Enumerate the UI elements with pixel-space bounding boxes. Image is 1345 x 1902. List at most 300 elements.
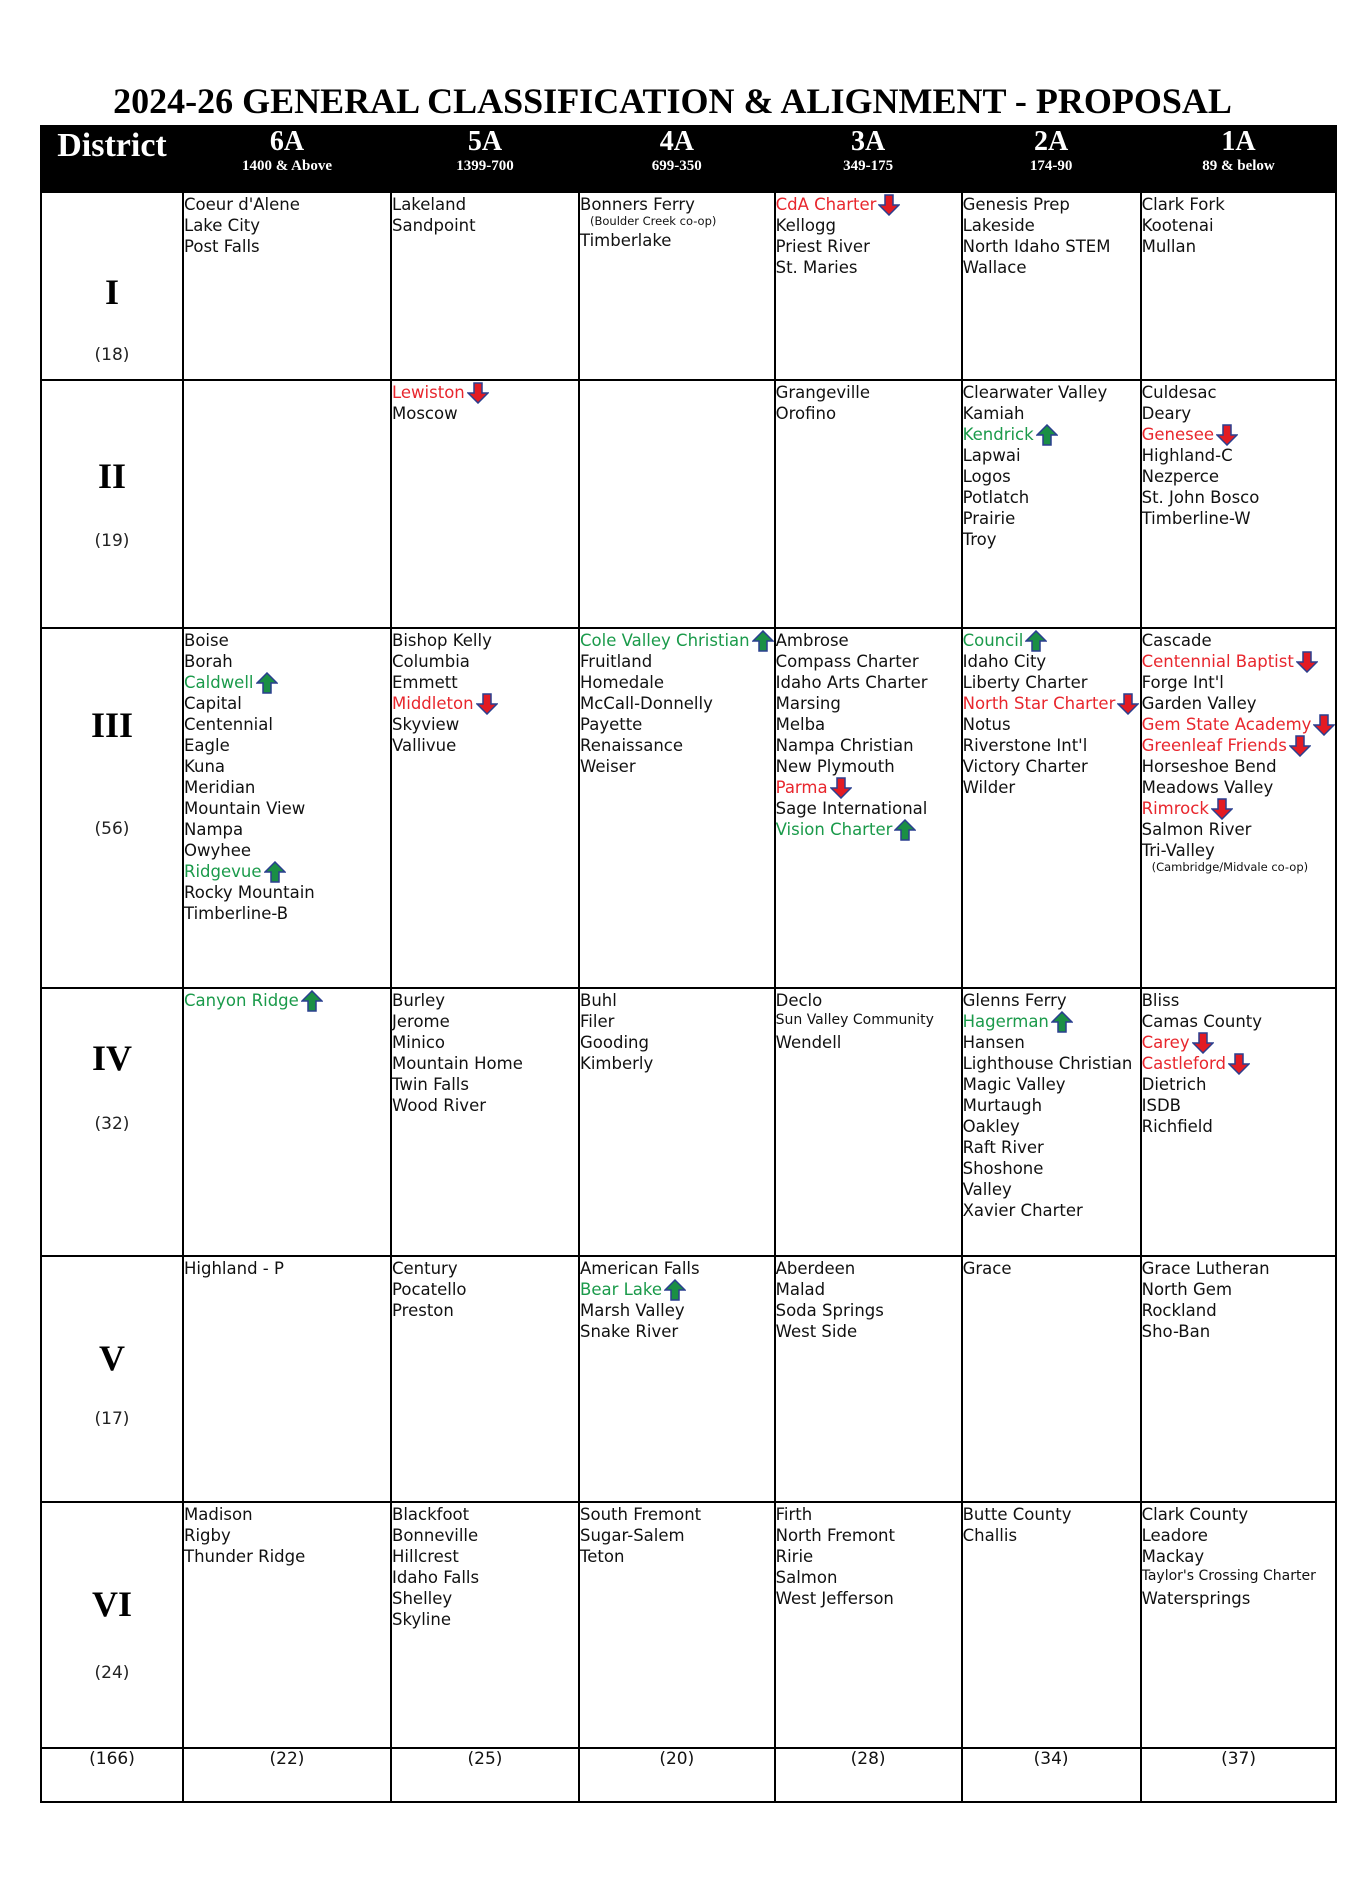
district-numeral: I: [104, 272, 119, 312]
district-numeral: III: [90, 705, 134, 745]
district-cell: [41, 1502, 183, 1748]
school-item: [1142, 235, 1336, 256]
class-cell-6a: [183, 1256, 391, 1502]
school-item: [184, 776, 390, 797]
school-item: [963, 1094, 1140, 1115]
class-name: 6A: [269, 126, 305, 157]
school-name: Borah: [184, 652, 233, 671]
district-numeral: II: [97, 456, 127, 496]
arrow-down-icon: [1211, 798, 1233, 820]
school-item: [392, 1031, 578, 1052]
school-name: Caldwell: [184, 673, 254, 692]
school-name: Sandpoint: [392, 216, 476, 235]
school-item: [580, 1299, 774, 1320]
school-name: Riverstone Int'l: [962, 736, 1088, 755]
school-item: [963, 465, 1140, 486]
school-item: [776, 402, 961, 423]
school-item: [776, 1257, 961, 1278]
class-cell-4a: [579, 628, 775, 988]
total-5a: (25): [391, 1748, 579, 1802]
school-name: Blackfoot: [392, 1505, 470, 1524]
school-item: [392, 381, 578, 402]
school-item: [776, 734, 961, 755]
arrow-down-icon: [1296, 651, 1318, 673]
school-name: Cascade: [1141, 631, 1212, 650]
class-cell-2a: [962, 1256, 1141, 1502]
district-cell: [41, 1256, 183, 1502]
class-header-1a: [1141, 126, 1337, 192]
school-item: [392, 713, 578, 734]
school-item: [1142, 713, 1336, 734]
district-count: (32): [94, 1114, 130, 1134]
school-item: [776, 1320, 961, 1341]
school-name: Potlatch: [962, 488, 1030, 507]
school-item: [776, 214, 961, 235]
class-cell-6a: [183, 988, 391, 1256]
school-item: [580, 1052, 774, 1073]
arrow-down-icon: [1192, 1032, 1214, 1054]
school-item: [392, 1503, 578, 1524]
school-name: Wendell: [775, 1033, 842, 1052]
class-cell-4a: [579, 192, 775, 380]
school-item: [1142, 381, 1336, 402]
school-name: Ririe: [775, 1547, 814, 1566]
school-item: [1142, 692, 1336, 713]
district-cell: [41, 628, 183, 988]
class-range: 699-350: [651, 158, 702, 174]
school-item: [392, 671, 578, 692]
school-name: West Side: [775, 1322, 858, 1341]
school-item: [580, 989, 774, 1010]
class-cell-1a: [1141, 988, 1337, 1256]
district-numeral: V: [99, 1338, 125, 1378]
class-header-3a: [775, 126, 962, 192]
school-item: [1142, 734, 1336, 755]
school-item: [963, 423, 1140, 444]
table-body: [41, 192, 1336, 1748]
school-item: [184, 839, 390, 860]
school-name: Council: [962, 631, 1024, 650]
class-cell-5a: [391, 1502, 579, 1748]
school-item: [392, 214, 578, 235]
school-name: Bear Lake: [580, 1280, 663, 1299]
school-name: Sun Valley Community: [775, 1012, 934, 1028]
school-item: [184, 692, 390, 713]
school-item: [963, 235, 1140, 256]
school-name: Taylor's Crossing Charter: [1141, 1568, 1316, 1584]
arrow-up-icon: [1036, 424, 1058, 446]
school-item: [963, 1503, 1140, 1524]
school-item: [1142, 1094, 1336, 1115]
school-item: [1142, 1566, 1336, 1587]
school-name: Logos: [962, 467, 1011, 486]
school-name: South Fremont: [580, 1505, 702, 1524]
school-name: Shelley: [392, 1589, 453, 1608]
school-item: [392, 1094, 578, 1115]
school-item: [184, 755, 390, 776]
school-name: Melba: [775, 715, 826, 734]
school-name: Orofino: [775, 404, 837, 423]
class-cell-1a: [1141, 192, 1337, 380]
school-name: McCall-Donnelly: [580, 694, 713, 713]
school-item: [776, 713, 961, 734]
class-cell-4a: [579, 380, 775, 628]
school-name: Thunder Ridge: [184, 1547, 306, 1566]
school-name: Troy: [962, 530, 997, 549]
school-item: [776, 755, 961, 776]
class-cell-6a: [183, 628, 391, 988]
district-row: [41, 628, 1336, 988]
school-item: [963, 629, 1140, 650]
school-item: [963, 1031, 1140, 1052]
class-cell-3a: [775, 1502, 962, 1748]
school-item: [963, 650, 1140, 671]
school-item: [1142, 214, 1336, 235]
school-name: Hagerman: [962, 1012, 1049, 1031]
school-item: [580, 1503, 774, 1524]
class-cell-4a: [579, 1502, 775, 1748]
school-name: Challis: [962, 1526, 1018, 1545]
school-name: Soda Springs: [775, 1301, 884, 1320]
school-name: Greenleaf Friends: [1141, 736, 1287, 755]
total-2a: (34): [962, 1748, 1141, 1802]
school-name: Nampa: [184, 820, 244, 839]
class-cell-4a: [579, 1256, 775, 1502]
school-item: [392, 1073, 578, 1094]
school-name: Mountain Home: [392, 1054, 523, 1073]
school-item: [392, 650, 578, 671]
school-item: [963, 444, 1140, 465]
district-count: (24): [94, 1663, 130, 1683]
school-name: Rigby: [184, 1526, 231, 1545]
school-item: [184, 1545, 390, 1566]
school-name: Fruitland: [580, 652, 653, 671]
school-item: [1142, 465, 1336, 486]
school-name: Salmon River: [1141, 820, 1252, 839]
classification-table: [40, 125, 1337, 1803]
school-item: [776, 235, 961, 256]
school-name: Burley: [392, 991, 446, 1010]
school-item: [1142, 629, 1336, 650]
school-item: [1142, 1320, 1336, 1341]
school-name: Kendrick: [962, 425, 1034, 444]
page-title: 2024-26 GENERAL CLASSIFICATION & ALIGNMENT - PROPOSAL: [113, 81, 1232, 121]
school-item: [580, 755, 774, 776]
arrow-up-icon: [256, 672, 278, 694]
class-cell-3a: [775, 380, 962, 628]
school-item: [963, 692, 1140, 713]
class-cell-1a: [1141, 628, 1337, 988]
school-name: North Fremont: [775, 1526, 895, 1545]
school-item: [184, 650, 390, 671]
class-range: 1400 & Above: [242, 158, 332, 174]
total-3a: (28): [775, 1748, 962, 1802]
school-item: [1142, 1115, 1336, 1136]
totals-row: [41, 1748, 1336, 1802]
school-item: [1142, 1010, 1336, 1031]
school-item: [776, 989, 961, 1010]
district-row: [41, 192, 1336, 380]
school-name: Shoshone: [962, 1159, 1044, 1178]
school-name: Rimrock: [1141, 799, 1209, 818]
school-name: Bishop Kelly: [392, 631, 492, 650]
school-name: Hillcrest: [392, 1547, 459, 1566]
school-name: Twin Falls: [392, 1075, 469, 1094]
school-item: [776, 381, 961, 402]
school-name: Lapwai: [962, 446, 1021, 465]
school-item: [392, 1587, 578, 1608]
school-item: [963, 1524, 1140, 1545]
school-item: [580, 1320, 774, 1341]
school-name: Leadore: [1141, 1526, 1208, 1545]
school-name: Centennial Baptist: [1141, 652, 1294, 671]
class-cell-2a: [962, 192, 1141, 380]
class-cell-3a: [775, 628, 962, 988]
school-item: [776, 1587, 961, 1608]
school-name: Idaho Falls: [392, 1568, 480, 1587]
school-name: Ridgevue: [184, 862, 262, 881]
school-item: [963, 528, 1140, 549]
school-name: Lake City: [184, 216, 261, 235]
school-name: Clark Fork: [1141, 195, 1225, 214]
school-name: Richfield: [1141, 1117, 1213, 1136]
total-all: (166): [41, 1748, 183, 1802]
school-name: Idaho City: [962, 652, 1047, 671]
school-name: Carey: [1141, 1033, 1190, 1052]
school-item: [580, 650, 774, 671]
school-item: [392, 692, 578, 713]
district-count: (18): [94, 345, 130, 365]
school-name: Dietrich: [1141, 1075, 1207, 1094]
school-name: Capital: [184, 694, 242, 713]
school-name: Owyhee: [184, 841, 252, 860]
class-cell-2a: [962, 380, 1141, 628]
school-item: [1142, 1503, 1336, 1524]
school-name: Sugar-Salem: [580, 1526, 685, 1545]
school-item: [776, 629, 961, 650]
school-name: Homedale: [580, 673, 665, 692]
total-4a: (20): [579, 1748, 775, 1802]
header-row: [41, 126, 1336, 192]
arrow-up-icon: [1025, 630, 1047, 652]
school-item: [184, 989, 390, 1010]
class-name: 1A: [1221, 126, 1256, 157]
school-name: Timberline-W: [1141, 509, 1251, 528]
school-name: Hansen: [962, 1033, 1025, 1052]
school-item: [184, 860, 390, 881]
school-item: [184, 671, 390, 692]
coop-note: [580, 214, 774, 229]
class-cell-3a: [775, 1256, 962, 1502]
school-name: Vision Charter: [775, 820, 893, 839]
school-item: [184, 1524, 390, 1545]
class-cell-5a: [391, 628, 579, 988]
school-item: [580, 1545, 774, 1566]
school-name: Cole Valley Christian: [580, 631, 750, 650]
school-name: Bonners Ferry: [580, 195, 695, 214]
school-item: [1142, 423, 1336, 444]
school-item: [776, 818, 961, 839]
school-item: [392, 193, 578, 214]
school-item: [776, 671, 961, 692]
school-name: Bliss: [1141, 991, 1180, 1010]
school-item: [963, 507, 1140, 528]
school-name: North Gem: [1141, 1280, 1233, 1299]
school-name: Magic Valley: [962, 1075, 1066, 1094]
school-name: Pocatello: [392, 1280, 467, 1299]
school-item: [1142, 1052, 1336, 1073]
school-name: Compass Charter: [775, 652, 919, 671]
school-name: St. John Bosco: [1141, 488, 1260, 507]
school-name: Priest River: [775, 237, 870, 256]
district-row: [41, 380, 1336, 628]
school-name: Raft River: [962, 1138, 1044, 1157]
class-cell-2a: [962, 628, 1141, 988]
school-name: Sho-Ban: [1141, 1322, 1211, 1341]
school-name: American Falls: [580, 1259, 700, 1278]
school-item: [776, 1031, 961, 1052]
school-name: Wallace: [962, 258, 1027, 277]
school-item: [1142, 193, 1336, 214]
school-name: Kellogg: [775, 216, 836, 235]
school-item: [580, 629, 774, 650]
class-name: 4A: [659, 126, 694, 157]
school-name: North Star Charter: [962, 694, 1116, 713]
school-item: [1142, 1031, 1336, 1052]
school-name: Preston: [392, 1301, 454, 1320]
school-item: [392, 1257, 578, 1278]
school-item: [392, 989, 578, 1010]
arrow-down-icon: [1289, 735, 1311, 757]
district-header: [41, 126, 183, 192]
school-name: Gooding: [580, 1033, 649, 1052]
school-item: [1142, 1524, 1336, 1545]
school-name: Payette: [580, 715, 643, 734]
school-item: [184, 734, 390, 755]
school-name: Glenns Ferry: [962, 991, 1067, 1010]
school-name: Buhl: [580, 991, 617, 1010]
school-item: [580, 193, 774, 214]
school-name: St. Maries: [775, 258, 858, 277]
school-name: Salmon: [775, 1568, 838, 1587]
district-header-label: District: [57, 127, 167, 164]
school-item: [392, 1608, 578, 1629]
school-item: [776, 650, 961, 671]
district-count: (17): [94, 1409, 130, 1429]
school-name: Xavier Charter: [962, 1201, 1083, 1220]
school-name: Nezperce: [1141, 467, 1220, 486]
school-item: [184, 902, 390, 923]
school-name: Lakeside: [962, 216, 1035, 235]
school-item: [963, 1010, 1140, 1031]
school-item: [963, 734, 1140, 755]
school-item: [184, 713, 390, 734]
school-name: Mullan: [1141, 237, 1197, 256]
school-item: [580, 229, 774, 250]
arrow-down-icon: [476, 693, 498, 715]
school-item: [1142, 989, 1336, 1010]
class-cell-3a: [775, 988, 962, 1256]
arrow-up-icon: [894, 819, 916, 841]
school-item: [184, 818, 390, 839]
school-name: (Cambridge/Midvale co-op): [1151, 860, 1309, 874]
school-item: [580, 734, 774, 755]
school-name: Culdesac: [1141, 383, 1217, 402]
school-name: Garden Valley: [1141, 694, 1257, 713]
school-item: [580, 1524, 774, 1545]
class-name: 5A: [467, 126, 503, 157]
district-row: [41, 1256, 1336, 1502]
school-name: Firth: [775, 1505, 813, 1524]
school-item: [184, 235, 390, 256]
school-item: [580, 1257, 774, 1278]
school-name: New Plymouth: [775, 757, 895, 776]
school-item: [392, 1566, 578, 1587]
school-name: Skyline: [392, 1610, 451, 1629]
school-item: [963, 402, 1140, 423]
school-item: [392, 1010, 578, 1031]
school-item: [392, 1545, 578, 1566]
school-name: Marsh Valley: [580, 1301, 685, 1320]
school-item: [1142, 818, 1336, 839]
school-name: Mackay: [1141, 1547, 1205, 1566]
school-item: [184, 193, 390, 214]
school-name: Canyon Ridge: [184, 991, 299, 1010]
class-range: 1399-700: [456, 158, 514, 174]
school-item: [184, 1257, 390, 1278]
school-name: Eagle: [184, 736, 230, 755]
school-name: CdA Charter: [775, 195, 877, 214]
school-name: Centennial: [184, 715, 273, 734]
school-item: [963, 1199, 1140, 1220]
school-item: [392, 402, 578, 423]
school-item: [1142, 1257, 1336, 1278]
school-item: [1142, 507, 1336, 528]
school-name: Emmett: [392, 673, 458, 692]
school-name: Victory Charter: [962, 757, 1088, 776]
school-item: [392, 1278, 578, 1299]
school-item: [963, 1257, 1140, 1278]
school-name: Genesee: [1141, 425, 1215, 444]
school-name: Filer: [580, 1012, 615, 1031]
school-item: [184, 797, 390, 818]
school-item: [963, 671, 1140, 692]
school-name: Murtaugh: [962, 1096, 1043, 1115]
school-item: [1142, 402, 1336, 423]
district-row: [41, 988, 1336, 1256]
school-name: Castleford: [1141, 1054, 1226, 1073]
school-name: Timberlake: [580, 231, 672, 250]
arrow-down-icon: [1228, 1053, 1250, 1075]
school-name: Kimberly: [580, 1054, 654, 1073]
school-item: [963, 381, 1140, 402]
district-cell: [41, 192, 183, 380]
school-name: Malad: [775, 1280, 826, 1299]
school-name: Lighthouse Christian: [962, 1054, 1133, 1073]
school-name: Bonneville: [392, 1526, 479, 1545]
class-cell-1a: [1141, 1502, 1337, 1748]
school-item: [776, 1566, 961, 1587]
arrow-down-icon: [830, 777, 852, 799]
school-name: Rocky Mountain: [184, 883, 315, 902]
class-cell-5a: [391, 192, 579, 380]
school-item: [392, 734, 578, 755]
class-name: 3A: [850, 126, 886, 157]
school-item: [776, 1545, 961, 1566]
school-item: [776, 797, 961, 818]
school-name: Highland - P: [184, 1259, 284, 1278]
school-name: Mountain View: [184, 799, 306, 818]
